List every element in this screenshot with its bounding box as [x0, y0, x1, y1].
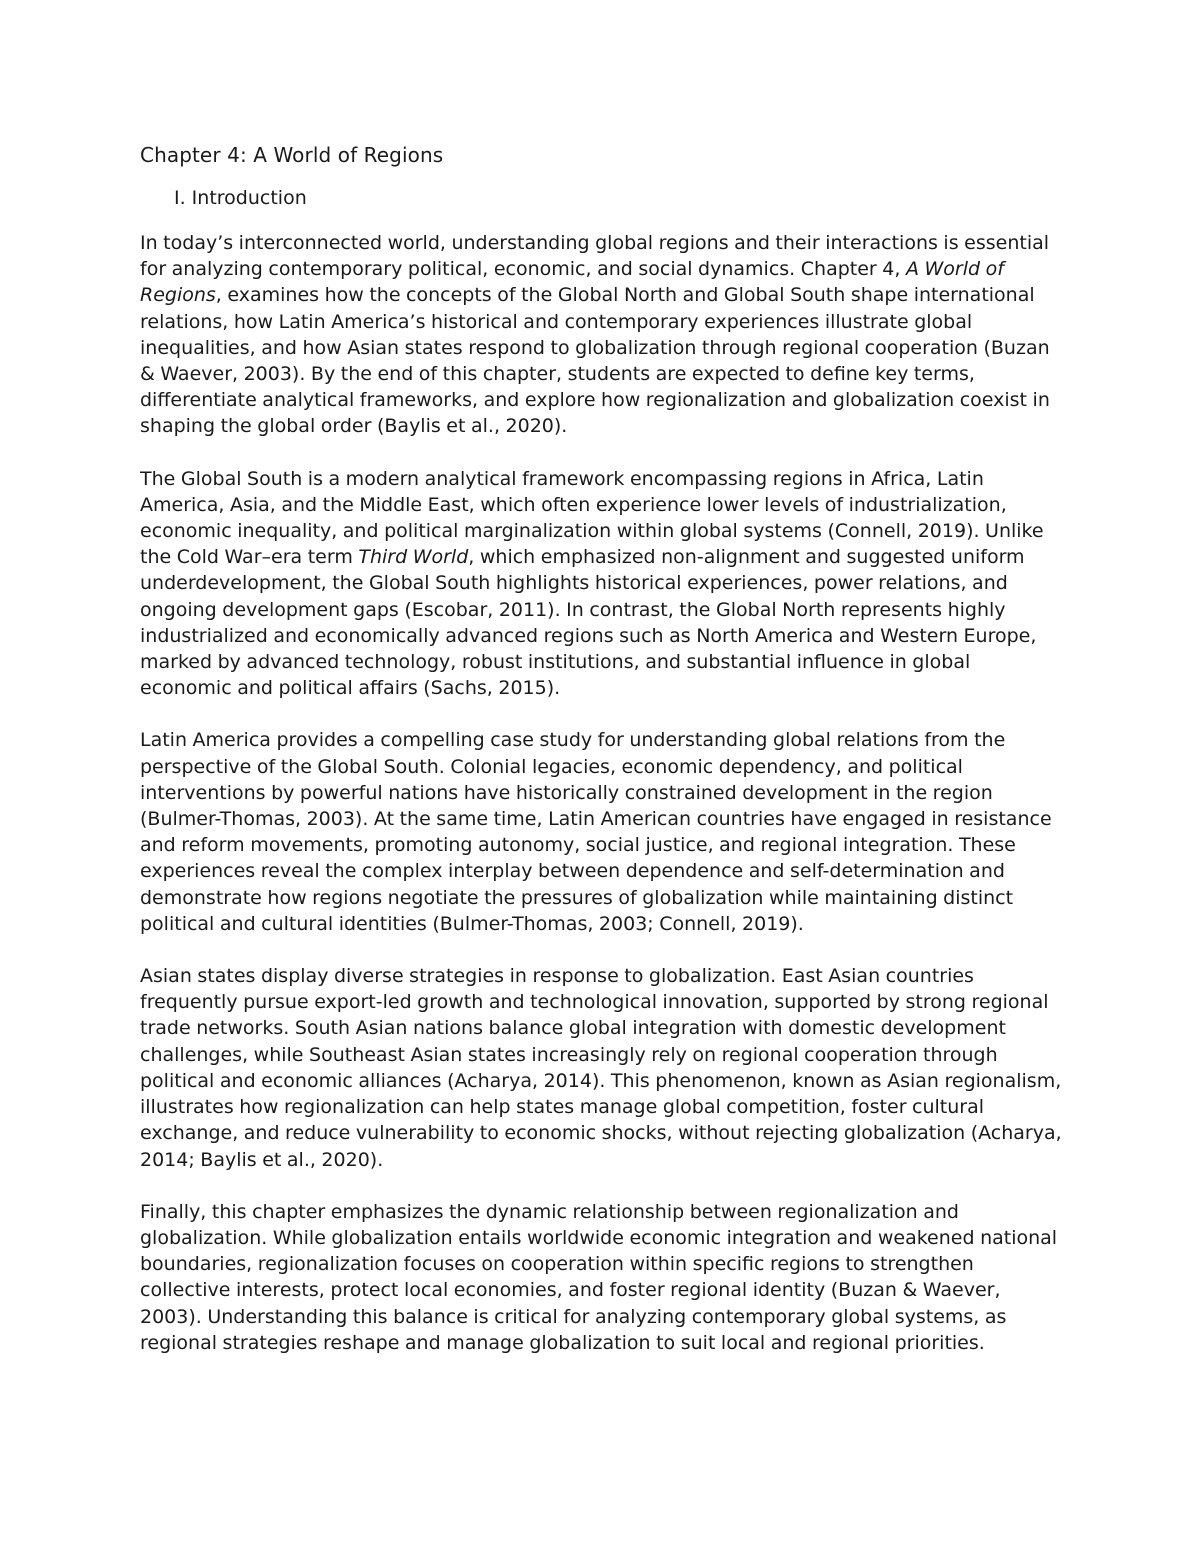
section-heading: I. Introduction [174, 187, 307, 209]
chapter-title: Chapter 4: A World of Regions [140, 143, 444, 167]
italic-title: A World of Regions [140, 258, 1004, 307]
paragraph-asian-states: Asian states display diverse strategies in response to globalization. East Asian countries frequently pursue export-led growth and technological innovation, supported by strong regional trade networks. South Asian nations balance global integration with domestic development challenges, while Southeast Asian states increasingly rely on regional cooperation through political and economic alliances (Acharya, 2014). This phenomenon, known as Asian regionalism, illustrates how regionalization can help states manage global competition, foster cultural exchange, and reduce vulnerability to economic shocks, without rejecting globalization (Acharya, 2014; Baylis et al., 2020). [140, 965, 1062, 1171]
paragraph-text: The Global South is a modern analytical framework encompassing regions in Africa, Latin America, Asia, and the Middle East, which often experience lower levels of industrialization, economic inequality, and political marginalization within global systems (Connell, 2019). Unlike the Cold War–era term [140, 467, 1044, 569]
italic-term: Third World [358, 546, 469, 569]
paragraph-conclusion: Finally, this chapter emphasizes the dynamic relationship between regionalization and globalization. While globalization entails worldwide economic integration and weakened national boundaries, regionalization focuses on cooperation within specific regions to strengthen collective interests, protect local economies, and foster regional identity (Buzan & Waever, 2003). Understanding this balance is critical for analyzing contemporary global systems, as regional strategies reshape and manage globalization to suit local and regional priorities. [140, 1200, 1058, 1354]
paragraph-text: , examines how the concepts of the Global North and Global South shape international relations, how Latin America’s historical and contemporary experiences illustrate global inequalities, and how Asian states respond to globalization through regional cooperation (Buzan & Waever, 2003). By the end of this chapter, students are expected to define key terms, differentiate analytical frameworks, and explore how regionalization and globalization coexist in shaping the global order (Baylis et al., 2020). [140, 284, 1050, 438]
paragraph-text: In today’s interconnected world, understanding global regions and their interactions is essential for analyzing contemporary political, economic, and social dynamics. Chapter 4, [140, 232, 1050, 281]
paragraph-introduction [140, 230, 1065, 440]
paragraph-text: , which emphasized non-alignment and suggested uniform underdevelopment, the Global South highlights historical experiences, power relations, and ongoing development gaps (Escobar, 2011). In contrast, the Global North represents highly industrialized and economically advanced regions such as North America and Western Europe, marked by advanced technology, robust institutions, and substantial influence in global economic and political affairs (Sachs, 2015). [140, 546, 1037, 700]
document-page [140, 140, 1065, 1382]
paragraph-latin-america: Latin America provides a compelling case study for understanding global relations from the perspective of the Global South. Colonial legacies, economic dependency, and political interventions by powerful nations have historically constrained development in the region (Bulmer-Thomas, 2003). At the same time, Latin American countries have engaged in resistance and reform movements, promoting autonomy, social justice, and regional integration. These experiences reveal the complex interplay between dependence and self-determination and demonstrate how regions negotiate the pressures of globalization while maintaining distinct political and cultural identities (Bulmer-Thomas, 2003; Connell, 2019). [140, 729, 1052, 935]
paragraph-global-south [140, 466, 1065, 702]
